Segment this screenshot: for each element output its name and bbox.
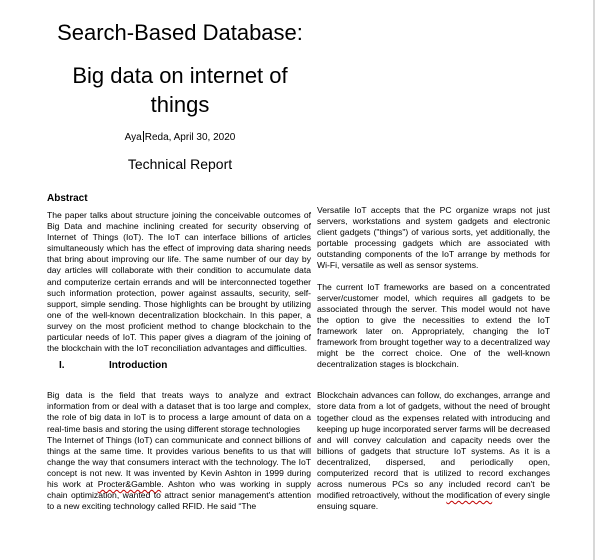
right-paragraph-3[interactable] [317,390,550,512]
right-column [317,205,550,512]
introduction-heading[interactable] [47,360,311,372]
paragraph-text: . Ashton who was working in supply chain optimization, wanted to attract senior management's attention to a new exciting technology called RFID. He said “The [47,478,311,512]
paragraph-text: of every single ensuing square. [317,490,550,512]
paragraph-text: Blockchain advances can follow, do exchanges, arrange and store data from a lot of gadgets, without the need of brought together cloud as the expenses related with introducing and keeping up huge incorporated server farms will be decreased and will convey calculation and capacity needs over the billions of gadgets that structure IoT systems. As it is a decentralized, dispersed, and periodically open, computerized record that is utilized to record exchanges across numerous PCs so any included record can't be modified retroactively, without the [317,390,550,501]
abstract-text[interactable]: The paper talks about structure joining the conceivable outcomes of Big Data and machine inclining created for security observing of Internet of Things (IoT). The IoT can interface billions of articles simultaneously which has the effect of improving data sharing needs that bring about improving our life. The same number of our day by day articles will collaborate with their condition to accumulate data and computerize certain errands and will be interconnected together such information protection, power against assaults, security, self-support, simple sending. Those highlights can be brought by utilizing one of the well-known decentralization blockchain. In this paper, a survey on the most proficient method to change blockchain to the particular needs of IoT. This paper gives a diagram of the joining of the blockchain with the IoT reconciliation advantages and difficulties. [47,210,311,354]
title-block [40,20,320,172]
spacer [317,370,550,380]
abstract-heading[interactable]: Abstract [47,193,88,204]
spacer [317,272,550,282]
introduction-paragraph-1[interactable]: Big data is the field that treats ways to analyze and extract information from or deal with a dataset that is too large and complex, the role of big data in IoT is to process a large amount of data on a real-time basis and storing the using different storage technologies [47,390,311,434]
text-cursor [143,131,144,142]
author-first-name: Aya [124,132,142,143]
document-title[interactable]: Search-Based Database: [57,20,303,45]
misspelled-word[interactable]: Procter&Gamble [97,478,162,489]
left-column [47,193,311,512]
spacer [317,380,550,390]
misspelled-word[interactable]: modification [446,490,493,501]
document-subtitle[interactable]: Big data on internet of things [72,63,288,117]
author-rest: Reda, April 30, 2020 [144,132,236,143]
author-line[interactable] [40,131,320,144]
introduction-paragraph-2[interactable] [47,435,311,513]
section-number: I. [59,360,65,372]
right-paragraph-1[interactable]: Versatile IoT accepts that the PC organize wraps not just servers, workstations and system gadgets and electronic client gadgets ("things") of various sorts, yet additionally, the portable processing gadgets which are associated with outstanding components of the IoT arrange by methods for Wi-Fi, versatile as well as sensor systems. [317,205,550,271]
report-type[interactable]: Technical Report [127,156,233,172]
section-title: Introduction [109,360,168,372]
spacer [47,372,311,390]
right-paragraph-2[interactable]: The current IoT frameworks are based on a concentrated server/customer model, which requires all gadgets to be associated through the server. This model would not have the option to give the necessities to extend the IoT framework later on. Appropriately, changing the IoT framework from brought together way to a decentralized way might be the correct choice. One of the well-known decentralization stages is blockchain. [317,281,550,370]
paragraph-text: The Internet of Things (IoT) can communicate and connect billions of things at the same time. It provides various benefits to us that will change the way that consumers interact with the technology. The IoT concept is not new. It was invented by Kevin Ashton in 1999 during his work at [47,434,311,489]
